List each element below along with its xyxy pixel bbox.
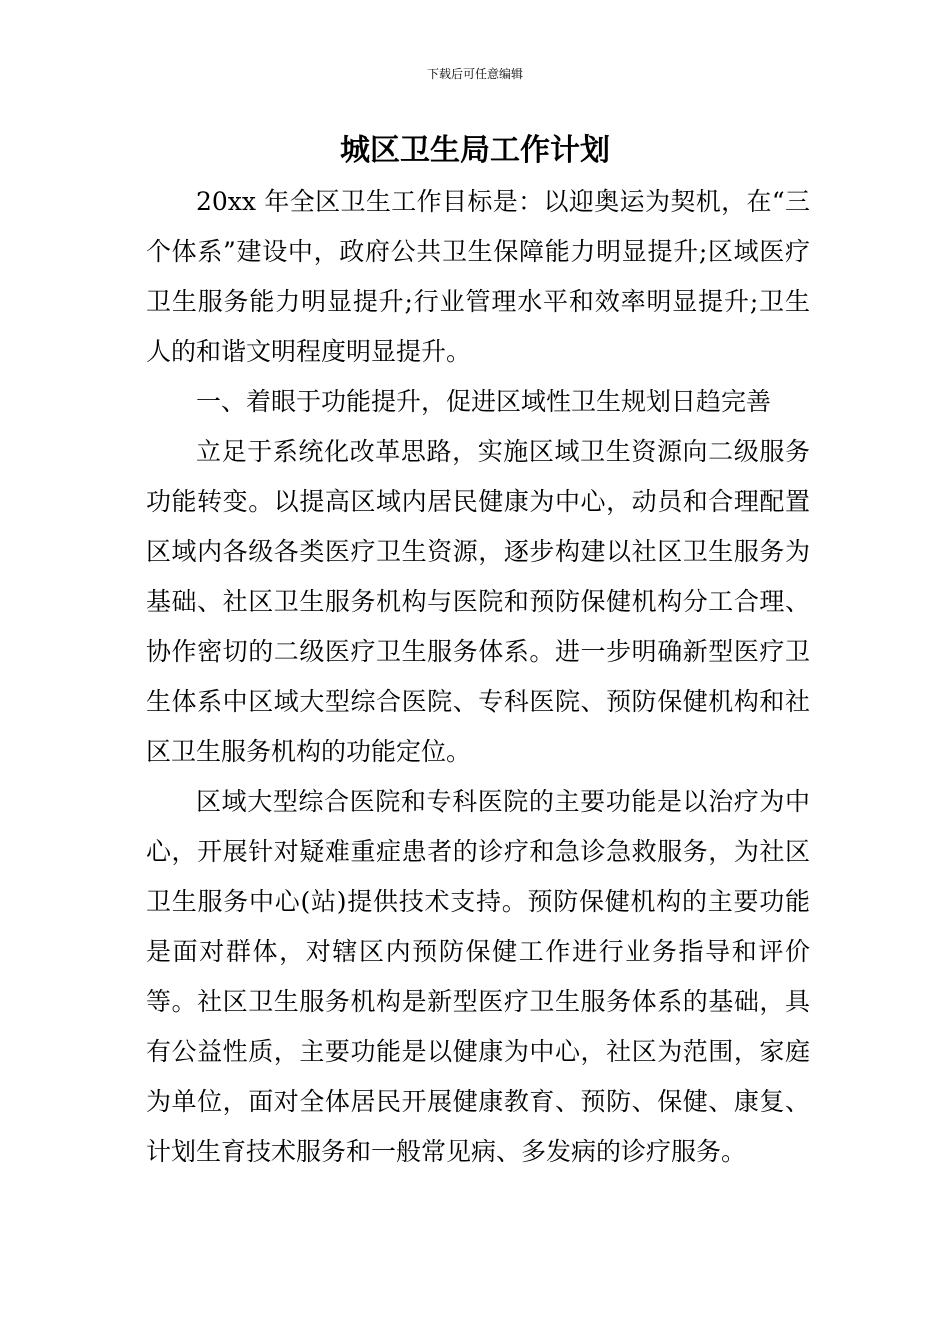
paragraph-section-1: 立足于系统化改革思路，实施区域卫生资源向二级服务功能转变。以提高区域内居民健康为中心，动员和合理配置区域内各级各类医疗卫生资源，逐步构建以社区卫生服务为基础、社区卫生服务机构与医院和预防保健机构分工合理、协作密切的二级医疗卫生服务体系。进一步明确新型医疗卫生体系中区域大型综合医院、专科医院、预防保健机构和社区卫生服务机构的功能定位。 — [146, 437, 810, 766]
section-heading-1: 一、着眼于功能提升，促进区域性卫生规划日趋完善 — [196, 387, 772, 416]
document-body — [146, 177, 810, 1177]
paragraph-intro: 20xx 年全区卫生工作目标是：以迎奥运为契机，在“三个体系”建设中，政府公共卫生保障能力明显提升;区域医疗卫生服务能力明显提升;行业管理水平和效率明显提升;卫生人的和谐文明程度明显提升。 — [146, 187, 810, 366]
header-note: 下载后可任意编辑 — [426, 67, 523, 81]
paragraph-functions: 区域大型综合医院和专科医院的主要功能是以治疗为中心，开展针对疑难重症患者的诊疗和急诊急救服务，为社区卫生服务中心(站)提供技术支持。预防保健机构的主要功能是面对群体，对辖区内预防保健工作进行业务指导和评价等。社区卫生服务机构是新型医疗卫生服务体系的基础，具有公益性质，主要功能是以健康为中心，社区为范围，家庭为单位，面对全体居民开展健康教育、预防、保健、康复、计划生育技术服务和一般常见病、多发病的诊疗服务。 — [146, 787, 810, 1166]
page-title: 城区卫生局工作计划 — [340, 133, 610, 168]
